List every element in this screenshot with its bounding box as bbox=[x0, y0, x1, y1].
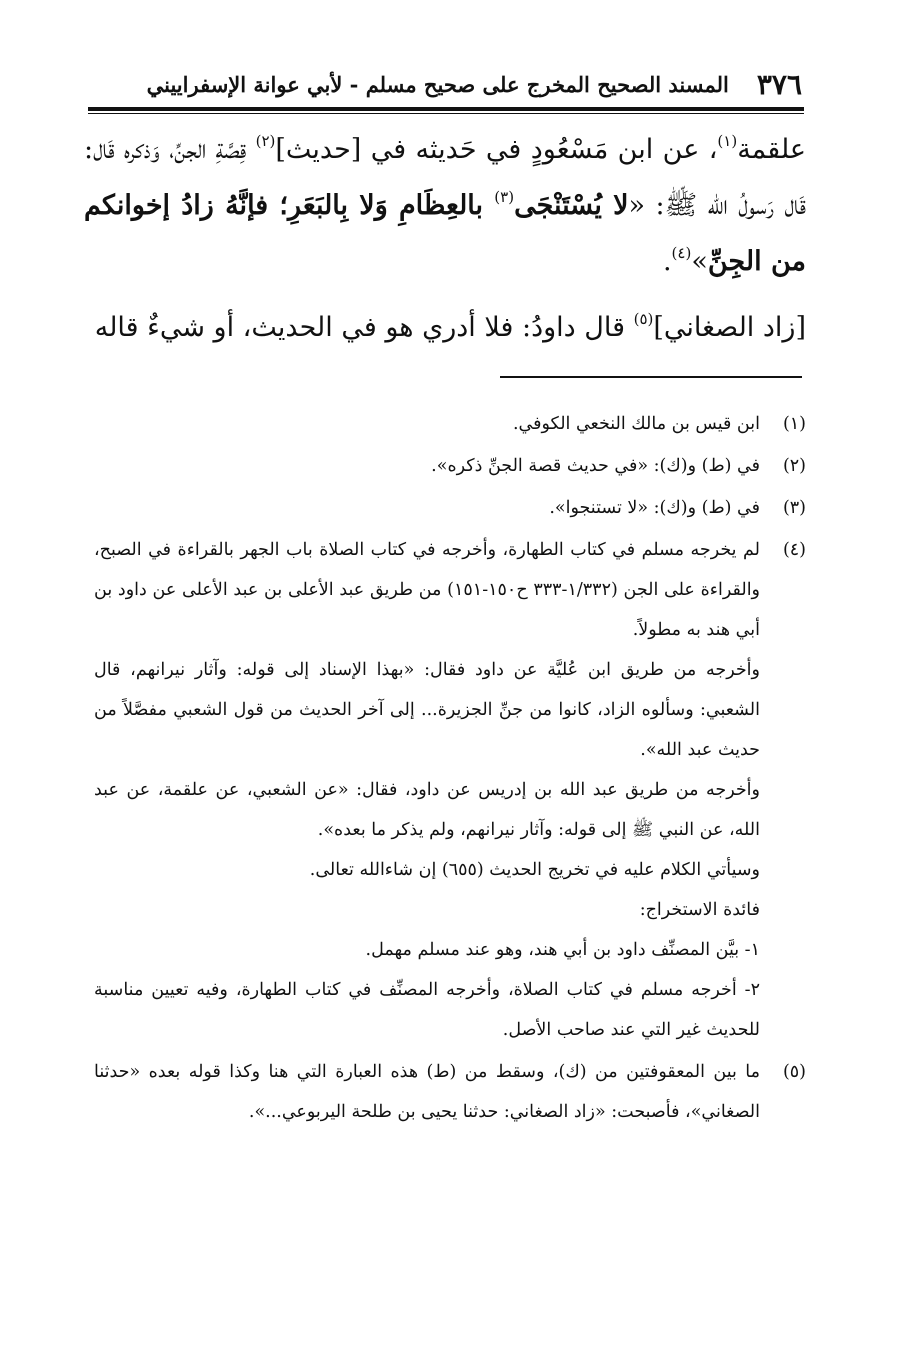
footnote bbox=[94, 446, 806, 486]
footnote-number: (٢) bbox=[782, 456, 806, 476]
text-span: » bbox=[691, 246, 708, 277]
footnote-text: ١- بيَّن المصنِّف داود بن أبي هند، وهو عند مسلم مهمل. bbox=[365, 940, 760, 960]
footnote-text: في (ط) و(ك): «في حديث قصة الجنِّ ذكره». bbox=[431, 456, 760, 476]
running-title: المسند الصحيح المخرج على صحيح مسلم - لأبي عوانة الإسفراييني bbox=[146, 71, 729, 97]
footnote-body bbox=[94, 488, 760, 528]
footnote-text: فائدة الاستخراج: bbox=[639, 900, 760, 920]
footnote-separator bbox=[500, 376, 802, 378]
footnote bbox=[94, 404, 806, 444]
text-span: [زاد الصغاني] bbox=[653, 312, 806, 343]
header-rule bbox=[88, 107, 804, 111]
footnote bbox=[94, 1052, 806, 1132]
hadith-quote: بالعِظَامِ وَلا بِالبَعَرِ؛ فإنَّهُ زادُ إخوانكم من الجِنِّ bbox=[84, 190, 806, 277]
footnote-text: وأخرجه من طريق عبد الله بن إدريس عن داود، فقال: «عن الشعبي، عن علقمة، عن عبد الله، عن النبي ﷺ إلى قوله: وآثار نيرانهم، ولم يذكر ما بعده». bbox=[94, 780, 760, 840]
footnote-text: لم يخرجه مسلم في كتاب الطهارة، وأخرجه في كتاب الصلاة باب الجهر بالقراءة في الصبح، والقراءة على الجن (١/٣٣٢-٣٣٣ ح١٥٠-١٥١) من طريق عبد الأعلى بن عبد الأعلى عن داود بن أبي هند به مطولاً. bbox=[94, 540, 761, 640]
footnote-text: في (ط) و(ك): «لا تستنجوا». bbox=[549, 498, 760, 518]
footnote-number: (٤) bbox=[782, 540, 806, 560]
text-span: علقمة bbox=[737, 134, 806, 165]
footnote-text: وسيأتي الكلام عليه في تخريج الحديث (٦٥٥) إن شاءالله تعالى. bbox=[309, 860, 760, 880]
footnote bbox=[94, 530, 806, 1050]
footnote-body bbox=[94, 446, 760, 486]
footnote-text: ابن قيس بن مالك النخعي الكوفي. bbox=[512, 414, 760, 434]
text-span: قِصَّةِ الجنِّ، وَذكره قَال: قَال رَسولُ الله ﷺ: « bbox=[84, 134, 807, 221]
hadith-quote: لا يُسْتَنْجَى bbox=[514, 190, 629, 221]
footnote-text: ٢- أخرجه مسلم في كتاب الصلاة، وأخرجه المصنِّف في كتاب الطهارة، وفيه تعيين مناسبة للحديث غير التي عند صاحب الأصل. bbox=[94, 980, 760, 1040]
footnote-number: (٣) bbox=[782, 498, 806, 518]
footnote-ref: (٢) bbox=[255, 132, 276, 150]
footnote-body bbox=[94, 404, 760, 444]
footnotes bbox=[94, 404, 806, 1132]
main-text bbox=[84, 122, 806, 356]
text-span: ، عن ابن مَسْعُودٍ في حَديثه في [حديث] bbox=[275, 134, 718, 165]
paragraph-addition bbox=[84, 300, 806, 356]
page-number: ٣٧٦ bbox=[756, 67, 802, 101]
footnote-ref: (٥) bbox=[633, 310, 654, 328]
header-rule-thin bbox=[88, 113, 804, 114]
footnote-number: (٥) bbox=[782, 1062, 806, 1082]
paragraph-hadith bbox=[84, 122, 806, 290]
footnote-text: وأخرجه من طريق ابن عُليَّة عن داود فقال: «بهذا الإسناد إلى قوله: وآثار نيرانهم، قال الشعبي: وسألوه الزاد، كانوا من جنِّ الجزيرة... إلى آخر الحديث من قول الشعبي مفصَّلاً من حديث عبد الله». bbox=[94, 660, 760, 760]
footnote-text: ما بين المعقوفتين من (ك)، وسقط من (ط) هذه العبارة التي هنا وكذا قوله بعده «حدثنا الصغاني»، فأصبحت: «زاد الصغاني: حدثنا يحيى بن طلحة اليربوعي...». bbox=[94, 1062, 760, 1122]
footnote-number: (١) bbox=[782, 414, 806, 434]
footnote-body bbox=[94, 530, 760, 1050]
text-span: قال داودُ: فلا أدري هو في الحديث، أو شيءٌ قاله bbox=[94, 312, 634, 343]
footnote-ref: (٣) bbox=[494, 188, 515, 206]
text-span: . bbox=[662, 246, 672, 277]
footnote-body bbox=[94, 1052, 760, 1132]
footnote-ref: (١) bbox=[717, 132, 738, 150]
footnote bbox=[94, 488, 806, 528]
page-header bbox=[90, 60, 802, 108]
footnote-ref: (٤) bbox=[671, 244, 692, 262]
